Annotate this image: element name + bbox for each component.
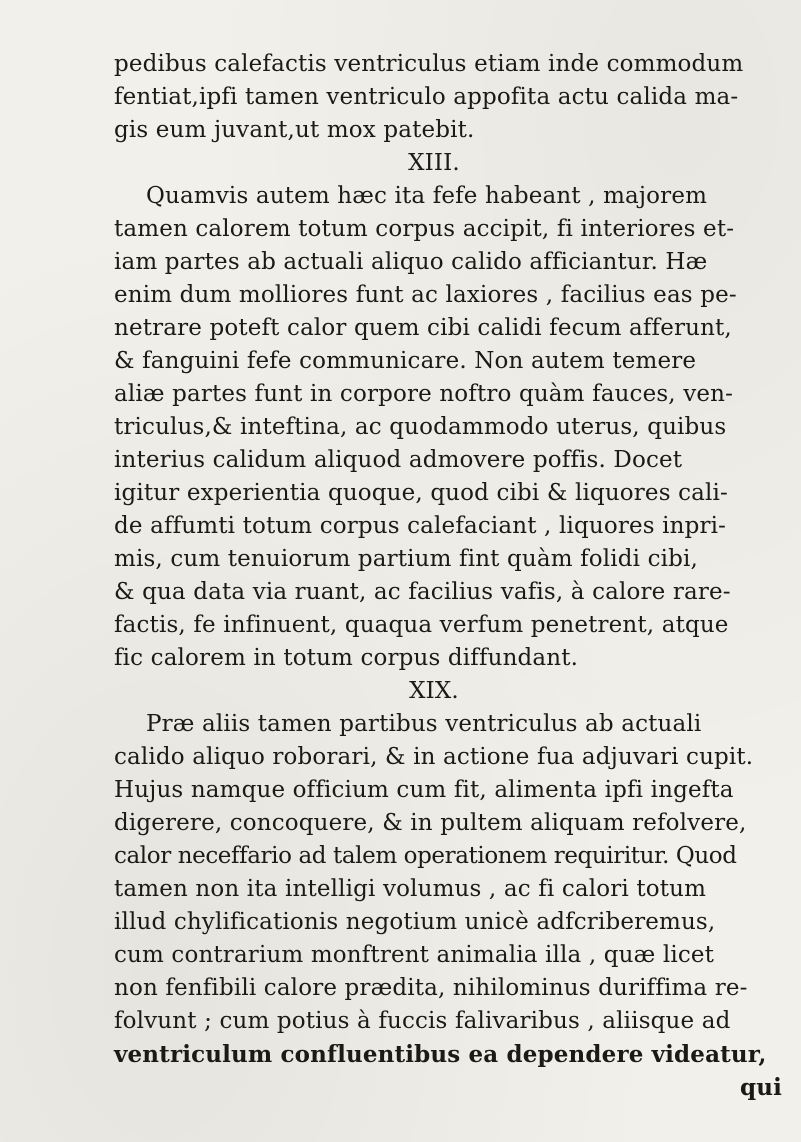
section-number: XIX. (409, 678, 459, 704)
text-line: digerere, concoquere, & in pultem aliquam refolvere, (114, 810, 747, 836)
text-line: igitur experientia quoque, quod cibi & liquores cali- (114, 480, 728, 506)
text-line: tamen calorem totum corpus accipit, fi interiores et- (114, 216, 735, 242)
catchword: qui (740, 1074, 782, 1101)
text-line: & qua data via ruant, ac facilius vafis, à calore rare- (114, 579, 731, 605)
text-line: iam partes ab actuali aliquo calido afficiantur. Hæ (114, 249, 708, 275)
section-number: XIII. (408, 150, 460, 176)
text-line: ventriculum confluentibus ea dependere videatur, (114, 1041, 767, 1068)
text-line: non fenfibili calore prædita, nihilominus duriffima re- (114, 975, 748, 1001)
text-line: Hujus namque officium cum fit, alimenta ipfi ingefta (114, 777, 734, 803)
text-line: aliæ partes funt in corpore noftro quàm fauces, ven- (114, 381, 734, 407)
text-line: calido aliquo roborari, & in actione fua adjuvari cupit. (114, 744, 754, 770)
text-line: mis, cum tenuiorum partium fint quàm folidi cibi, (114, 546, 699, 572)
text-line: & fanguini fefe communicare. Non autem temere (114, 348, 697, 374)
text-line: gis eum juvant,ut mox patebit. (114, 117, 475, 143)
text-line: triculus,& inteftina, ac quodammodo uterus, quibus (114, 414, 727, 440)
text-line: netrare poteft calor quem cibi calidi fecum afferunt, (114, 315, 732, 341)
page-text (114, 48, 784, 1104)
text-line: tamen non ita intelligi volumus , ac fi calori totum (114, 876, 707, 902)
text-line: interius calidum aliquod admovere poffis. Docet (114, 447, 683, 473)
text-line: folvunt ; cum potius à fuccis falivaribus , aliisque ad (114, 1008, 731, 1034)
text-line: illud chylificationis negotium unicè adfcriberemus, (114, 909, 716, 935)
text-line: de affumti totum corpus calefaciant , liquores inpri- (114, 513, 727, 539)
text-line: Præ aliis tamen partibus ventriculus ab actuali (146, 711, 702, 737)
text-line: calor neceffario ad talem operationem requiritur. Quod (114, 843, 737, 869)
text-line: pedibus calefactis ventriculus etiam inde commodum (114, 51, 744, 77)
text-line: fentiat,ipfi tamen ventriculo appofita actu calida ma- (114, 84, 739, 110)
text-line: fic calorem in totum corpus diffundant. (114, 645, 579, 671)
text-line: factis, fe infinuent, quaqua verfum penetrent, atque (114, 612, 729, 638)
text-line: Quamvis autem hæc ita fefe habeant , majorem (146, 183, 708, 209)
text-line: cum contrarium monftrent animalia illa , quæ licet (114, 942, 715, 968)
text-line: enim dum molliores funt ac laxiores , facilius eas pe- (114, 282, 737, 308)
